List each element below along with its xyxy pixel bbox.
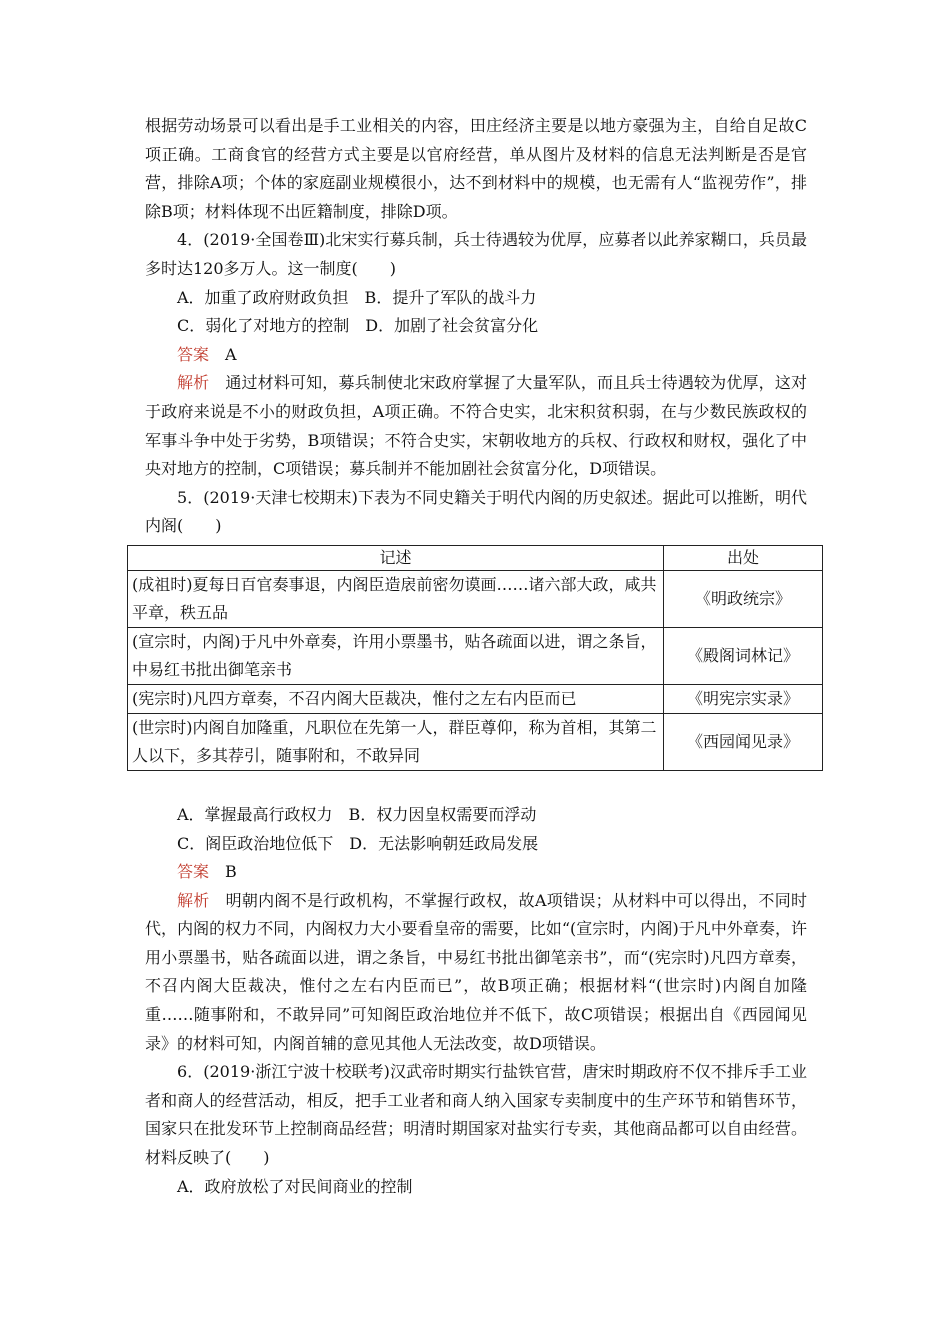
table-row (128, 627, 823, 684)
q5-answer-value: B (225, 862, 237, 882)
record-cell: (宣宗时，内阁)于凡中外章奏，许用小票墨书，贴各疏面以进，谓之条旨，中易红书批出御笔亲书 (128, 627, 664, 684)
answer-label: 答案 (177, 344, 210, 364)
source-cell: 《明宪宗实录》 (664, 684, 823, 713)
q4-options-cd: C．弱化了对地方的控制 D．加剧了社会贫富分化 (177, 316, 539, 336)
analysis-label: 解析 (177, 890, 210, 910)
ming-cabinet-table (127, 545, 823, 771)
q4-answer-value: A (225, 344, 237, 364)
source-cell: 《殿阁词林记》 (664, 627, 823, 684)
source-cell: 《西园闻见录》 (664, 713, 823, 770)
q6-option-a: A．政府放松了对民间商业的控制 (177, 1176, 413, 1196)
q5-analysis (145, 887, 807, 1059)
col-record-header: 记述 (128, 545, 664, 570)
analysis-label: 解析 (177, 373, 210, 393)
q5-options-ab: A．掌握最高行政权力 B．权力因皇权需要而浮动 (177, 804, 537, 824)
table-row (128, 713, 823, 770)
q6-stem: 6．(2019·浙江宁波十校联考)汉武帝时期实行盐铁官营，唐宋时期政府不仅不排斥手工业者和商人的经营活动，相反，把手工业者和商人纳入国家专卖制度中的生产环节和销售环节，国家只在批发环节上控制商品经营；明清时期国家对盐实行专卖，其他商品都可以自由经营。材料反映了( ) (145, 1062, 807, 1168)
q4-analysis-text: 通过材料可知，募兵制使北宋政府掌握了大量军队，而且兵士待遇较为优厚，这对于政府来说是不小的财政负担，A项正确。不符合史实，北宋积贫积弱，在与少数民族政权的军事斗争中处于劣势，B项错误；不符合史实，宋朝收地方的兵权、行政权和财权，强化了中央对地方的控制，C项错误；募兵制并不能加剧社会贫富分化，D项错误。 (145, 373, 807, 479)
record-cell: (宪宗时)凡四方章奏，不召内阁大臣裁决，惟付之左右内臣而已 (128, 684, 664, 713)
document-page (132, 112, 807, 1201)
record-cell: (世宗时)内阁自加隆重，凡职位在先第一人，群臣尊仰，称为首相，其第二人以下，多其荐引，随事附和，不敢异同 (128, 713, 664, 770)
table-row (128, 570, 823, 627)
record-cell: (成祖时)夏每日百官奏事退，内阁臣造扆前密勿谟画……诸六部大政，咸共平章，秩五品 (128, 570, 664, 627)
q4-analysis (145, 369, 807, 483)
answer-label: 答案 (177, 862, 210, 882)
source-cell: 《明政统宗》 (664, 570, 823, 627)
intro-explanation: 根据劳动场景可以看出是手工业相关的内容，田庄经济主要是以地方豪强为主，自给自足故C项正确。工商食官的经营方式主要是以官府经营，单从图片及材料的信息无法判断是否是官营，排除A项；个体的家庭副业规模很小，达不到材料中的规模，也无需有人“监视劳作”，排除B项；材料体现不出匠籍制度，排除D项。 (145, 116, 807, 221)
q5-answer (145, 858, 807, 887)
q4-options-ab: A．加重了政府财政负担 B．提升了军队的战斗力 (177, 287, 537, 307)
q4-answer (145, 341, 807, 370)
table-row (128, 684, 823, 713)
col-source-header: 出处 (664, 545, 823, 570)
q5-stem: 5．(2019·天津七校期末)下表为不同史籍关于明代内阁的历史叙述。据此可以推断，明代内阁( ) (145, 487, 807, 536)
q5-analysis-text: 明朝内阁不是行政机构，不掌握行政权，故A项错误；从材料中可以得出，不同时代，内阁的权力不同，内阁权力大小要看皇帝的需要，比如“(宣宗时，内阁)于凡中外章奏，许用小票墨书，贴各疏面以进，谓之条旨，中易红书批出御笔亲书”，而“(宪宗时)凡四方章奏，不召内阁大臣裁决，惟付之左右内臣而已”，故B项正确；根据材料“(世宗时)内阁自加隆重……随事附和，不敢异同”可知阁臣政治地位并不低下，故C项错误；根据出自《西园闻见录》的材料可知，内阁首辅的意见其他人无法改变，故D项错误。 (145, 890, 807, 1053)
q4-stem: 4．(2019·全国卷Ⅲ)北宋实行募兵制，兵士待遇较为优厚，应募者以此养家糊口，兵员最多时达120多万人。这一制度( ) (145, 230, 807, 278)
q5-options-cd: C．阁臣政治地位低下 D．无法影响朝廷政局发展 (177, 833, 539, 853)
table-header-row (128, 545, 823, 570)
